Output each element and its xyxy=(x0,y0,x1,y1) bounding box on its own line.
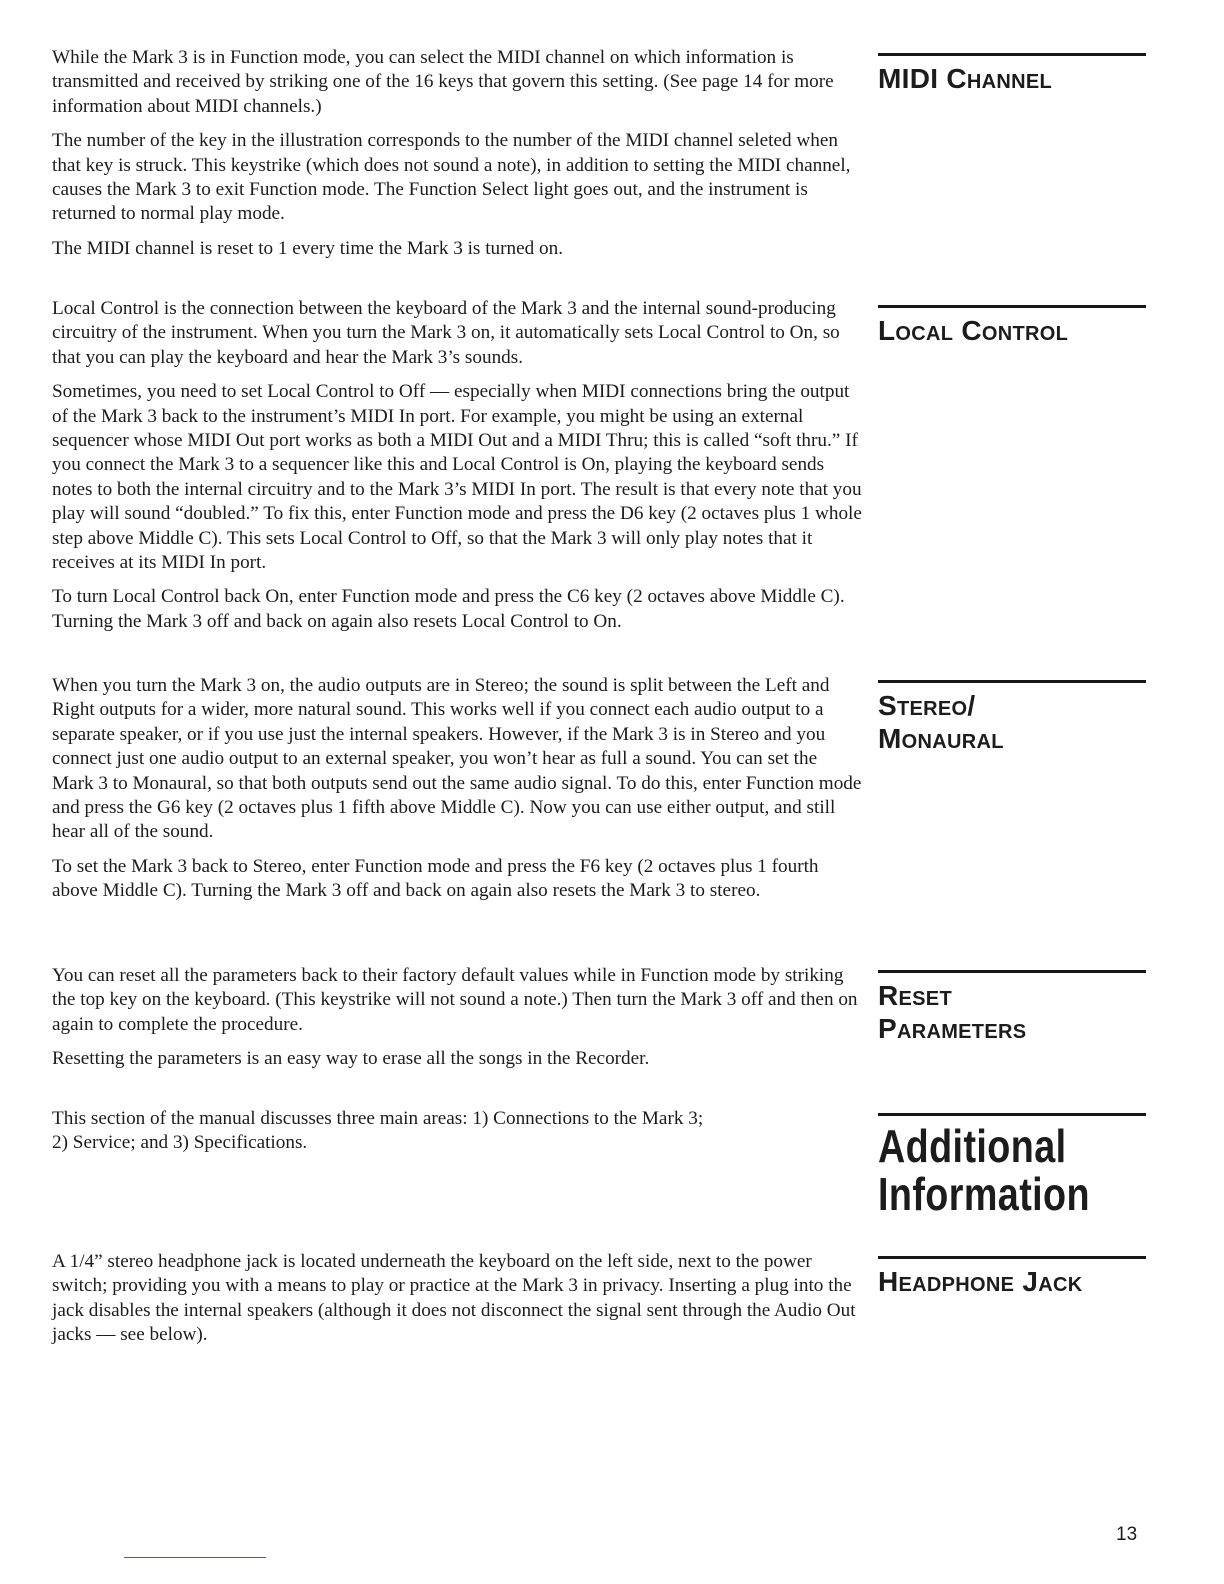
reset-parameters-heading-block xyxy=(878,970,1146,1045)
section-heading: Local Control xyxy=(878,315,1069,346)
section-heading xyxy=(878,979,1146,1045)
headphone-jack-heading-block xyxy=(878,1256,1146,1298)
paragraph: When you turn the Mark 3 on, the audio outputs are in Stereo; the sound is split between the Left and Right outputs for a wider, more natural sound. This works well if you connect each audio output to a separate speaker, or if you use just the internal speakers. However, if the Mark 3 is in Stereo and you connect just one audio output to an external speaker, you won’t hear as full a sound. You can set the Mark 3 to Monaural, so that both outputs send out the same audio signal. To do this, enter Function mode and press the G6 key (2 octaves plus 1 fifth above Middle C). Now you can use either output, and still hear all of the sound. xyxy=(52,675,862,843)
headphone-jack-body xyxy=(52,1250,862,1358)
midi-channel-heading-block xyxy=(878,53,1146,95)
heading-rule xyxy=(878,53,1146,56)
paragraph: A 1/4” stereo headphone jack is located underneath the keyboard on the left side, next to the power switch; providing you with a means to play or practice at the Mark 3 in privacy. Inserting a plug into the jack disables the internal speakers (although it does not disconnect the signal sent through the Audio Out jacks — see below). xyxy=(52,1251,856,1346)
reset-parameters-body xyxy=(52,964,862,1082)
paragraph xyxy=(52,1107,862,1156)
heading-rule xyxy=(878,970,1146,973)
local-control-body xyxy=(52,297,862,644)
paragraph: Resetting the parameters is an easy way to erase all the songs in the Recorder. xyxy=(52,1048,650,1070)
paragraph: To set the Mark 3 back to Stereo, enter Function mode and press the F6 key (2 octaves plus 1 fourth above Middle C). Turning the Mark 3 off and back on again also resets the Mark 3 to stereo. xyxy=(52,855,819,902)
section-heading xyxy=(878,689,1146,755)
page-number: 13 xyxy=(1116,1524,1138,1545)
paragraph: While the Mark 3 is in Function mode, you can select the MIDI channel on which information is transmitted and received by striking one of the 16 keys that govern this setting. (See page 14 for more information about MIDI channels.) xyxy=(52,47,834,117)
heading-line: Stereo/ xyxy=(878,690,976,721)
paragraph: To turn Local Control back On, enter Function mode and press the C6 key (2 octaves above Middle C). Turning the Mark 3 off and back on again also resets Local Control to On. xyxy=(52,586,845,632)
paragraph: Local Control is the connection between the keyboard of the Mark 3 and the internal sound-producing circuitry of the instrument. When you turn the Mark 3 on, it automatically sets Local Control to On, so that you can play the keyboard and hear the Mark 3’s sounds. xyxy=(52,298,840,368)
heading-line: Reset xyxy=(878,980,952,1011)
stereo-monaural-body xyxy=(52,674,862,914)
paragraph: The MIDI channel is reset to 1 every time the Mark 3 is turned on. xyxy=(52,237,563,259)
heading-rule xyxy=(878,305,1146,308)
heading-rule xyxy=(878,1113,1146,1116)
section-heading: MIDI Channel xyxy=(878,63,1053,94)
paragraph: Sometimes, you need to set Local Control to Off — especially when MIDI connections bring the output of the Mark 3 back to the instrument’s MIDI In port. For example, you might be using an external sequencer whose MIDI Out port works as both a MIDI Out and a MIDI Thru; this is called “soft thru.” If you connect the Mark 3 to a sequencer like this and Local Control is On, playing the keyboard sends notes to both the internal circuitry and to the Mark 3’s MIDI In port. The result is that every note that you play will sound “doubled.” To fix this, enter Function mode and press the D6 key (2 octaves plus 1 whole step above Middle C). This sets Local Control to Off, so that the Mark 3 will only play notes that it receives at its MIDI In port. xyxy=(52,381,862,574)
additional-information-heading-block xyxy=(878,1113,1146,1218)
heading-line: Additional xyxy=(878,1120,1067,1172)
chapter-heading xyxy=(878,1122,1149,1218)
heading-line: Parameters xyxy=(878,1013,1027,1044)
heading-rule xyxy=(878,680,1146,683)
heading-line: Information xyxy=(878,1168,1090,1220)
heading-line: Monaural xyxy=(878,723,1004,754)
section-heading: Headphone Jack xyxy=(878,1266,1083,1297)
local-control-heading-block xyxy=(878,305,1146,347)
footer-divider xyxy=(124,1557,266,1558)
heading-rule xyxy=(878,1256,1146,1259)
paragraph: The number of the key in the illustration corresponds to the number of the MIDI channel seleted when that key is struck. This keystrike (which does not sound a note), in addition to setting the MIDI channel, causes the Mark 3 to exit Function mode. The Function Select light goes out, and the instrument is returned to normal play mode. xyxy=(52,130,851,225)
midi-channel-body xyxy=(52,46,862,271)
stereo-monaural-heading-block xyxy=(878,680,1146,755)
paragraph: You can reset all the parameters back to their factory default values while in Function mode by striking the top key on the keyboard. (This keystrike will not sound a note.) Then turn the Mark 3 off and then on again to complete the procedure. xyxy=(52,965,858,1035)
additional-information-body xyxy=(52,1107,862,1156)
paragraph-line: 2) Service; and 3) Specifications. xyxy=(52,1132,308,1154)
paragraph-line: This section of the manual discusses three main areas: 1) Connections to the Mark 3; xyxy=(52,1108,704,1129)
